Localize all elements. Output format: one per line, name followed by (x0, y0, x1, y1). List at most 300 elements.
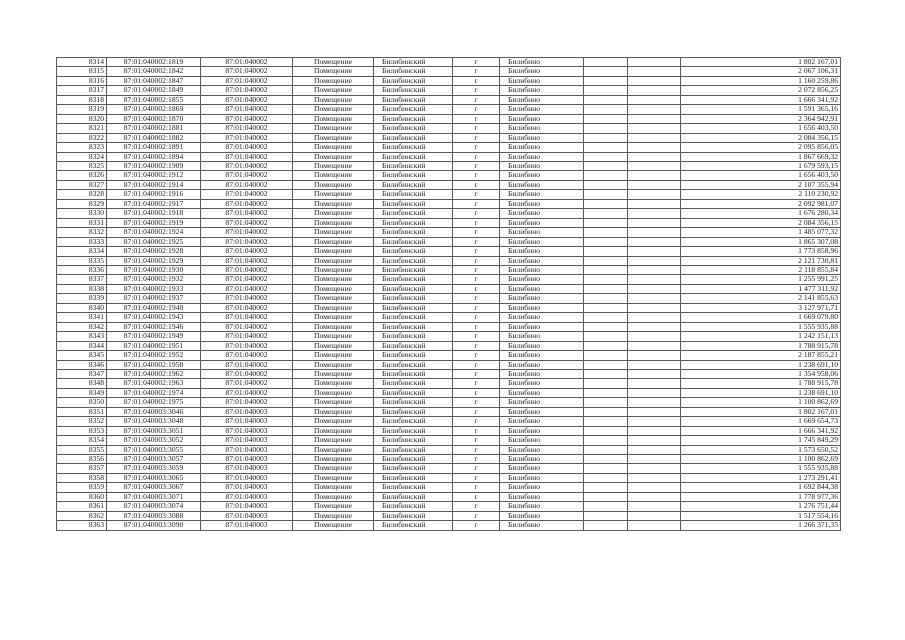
cadastral-block-cell: 87:01:040002 (201, 67, 293, 76)
cadastral-block-cell: 87:01:040003 (201, 492, 293, 501)
cadastral-block-cell: 87:01:040003 (201, 455, 293, 464)
row-number-cell: 8336 (57, 265, 107, 274)
table-row (57, 86, 841, 95)
empty-cell-b (628, 256, 681, 265)
empty-cell-b (628, 237, 681, 246)
cadastral-number-cell: 87:01:040002:1946 (107, 322, 201, 331)
row-number-cell: 8354 (57, 436, 107, 445)
cadastral-number-cell: 87:01:040002:1882 (107, 133, 201, 142)
empty-cell-b (628, 502, 681, 511)
locality-type-cell: г (453, 86, 500, 95)
locality-type-cell: г (453, 341, 500, 350)
district-cell: Билибинский (374, 58, 453, 67)
locality-name-cell: Билибино (500, 143, 584, 152)
table-row (57, 464, 841, 473)
empty-cell-b (628, 303, 681, 312)
cadastral-block-cell: 87:01:040002 (201, 228, 293, 237)
table-row (57, 124, 841, 133)
district-cell: Билибинский (374, 473, 453, 482)
locality-type-cell: г (453, 237, 500, 246)
cadastral-block-cell: 87:01:040002 (201, 398, 293, 407)
cadastral-block-cell: 87:01:040002 (201, 180, 293, 189)
object-type-cell: Помещение (293, 407, 374, 416)
cadastral-value-cell: 1 802 167,01 (681, 407, 841, 416)
table-row (57, 265, 841, 274)
cadastral-number-cell: 87:01:040003:3048 (107, 417, 201, 426)
empty-cell-b (628, 332, 681, 341)
table-row (57, 133, 841, 142)
district-cell: Билибинский (374, 455, 453, 464)
empty-cell-a (584, 190, 628, 199)
row-number-cell: 8323 (57, 143, 107, 152)
cadastral-block-cell: 87:01:040003 (201, 436, 293, 445)
empty-cell-b (628, 473, 681, 482)
cadastral-number-cell: 87:01:040002:1842 (107, 67, 201, 76)
cadastral-value-cell: 1 238 691,10 (681, 388, 841, 397)
cadastral-number-cell: 87:01:040003:3046 (107, 407, 201, 416)
district-cell: Билибинский (374, 76, 453, 85)
row-number-cell: 8341 (57, 313, 107, 322)
locality-type-cell: г (453, 303, 500, 312)
district-cell: Билибинский (374, 86, 453, 95)
cadastral-number-cell: 87:01:040002:1819 (107, 58, 201, 67)
locality-type-cell: г (453, 492, 500, 501)
object-type-cell: Помещение (293, 511, 374, 520)
empty-cell-a (584, 369, 628, 378)
table-row (57, 67, 841, 76)
cadastral-value-cell: 2 084 356,15 (681, 133, 841, 142)
cadastral-value-cell: 1 100 862,69 (681, 398, 841, 407)
cadastral-number-cell: 87:01:040003:3055 (107, 445, 201, 454)
cadastral-block-cell: 87:01:040002 (201, 284, 293, 293)
cadastral-block-cell: 87:01:040002 (201, 190, 293, 199)
cadastral-number-cell: 87:01:040002:1914 (107, 180, 201, 189)
row-number-cell: 8350 (57, 398, 107, 407)
table-row (57, 294, 841, 303)
cadastral-value-cell: 1 555 935,88 (681, 322, 841, 331)
object-type-cell: Помещение (293, 228, 374, 237)
cadastral-number-cell: 87:01:040002:1925 (107, 237, 201, 246)
table-row (57, 275, 841, 284)
cadastral-number-cell: 87:01:040003:3059 (107, 464, 201, 473)
cadastral-number-cell: 87:01:040002:1937 (107, 294, 201, 303)
locality-name-cell: Билибино (500, 303, 584, 312)
cadastral-number-cell: 87:01:040003:3052 (107, 436, 201, 445)
object-type-cell: Помещение (293, 133, 374, 142)
locality-name-cell: Билибино (500, 473, 584, 482)
object-type-cell: Помещение (293, 445, 374, 454)
district-cell: Билибинский (374, 265, 453, 274)
locality-type-cell: г (453, 426, 500, 435)
empty-cell-a (584, 502, 628, 511)
row-number-cell: 8314 (57, 58, 107, 67)
locality-type-cell: г (453, 218, 500, 227)
empty-cell-a (584, 341, 628, 350)
cadastral-number-cell: 87:01:040002:1917 (107, 199, 201, 208)
empty-cell-b (628, 379, 681, 388)
district-cell: Билибинский (374, 67, 453, 76)
table-row (57, 511, 841, 520)
district-cell: Билибинский (374, 218, 453, 227)
locality-name-cell: Билибино (500, 445, 584, 454)
empty-cell-a (584, 407, 628, 416)
object-type-cell: Помещение (293, 256, 374, 265)
locality-name-cell: Билибино (500, 114, 584, 123)
row-number-cell: 8357 (57, 464, 107, 473)
district-cell: Билибинский (374, 521, 453, 530)
table-row (57, 143, 841, 152)
object-type-cell: Помещение (293, 502, 374, 511)
locality-type-cell: г (453, 502, 500, 511)
locality-name-cell: Билибино (500, 464, 584, 473)
locality-name-cell: Билибино (500, 152, 584, 161)
cadastral-number-cell: 87:01:040002:1928 (107, 247, 201, 256)
table-row (57, 114, 841, 123)
empty-cell-b (628, 190, 681, 199)
table-row (57, 351, 841, 360)
cadastral-number-cell: 87:01:040002:1919 (107, 218, 201, 227)
empty-cell-b (628, 445, 681, 454)
locality-type-cell: г (453, 322, 500, 331)
cadastral-number-cell: 87:01:040002:1930 (107, 265, 201, 274)
district-cell: Билибинский (374, 464, 453, 473)
table-row (57, 436, 841, 445)
cadastral-number-cell: 87:01:040002:1870 (107, 114, 201, 123)
cadastral-block-cell: 87:01:040003 (201, 417, 293, 426)
locality-name-cell: Билибино (500, 275, 584, 284)
cadastral-block-cell: 87:01:040002 (201, 105, 293, 114)
object-type-cell: Помещение (293, 180, 374, 189)
empty-cell-a (584, 473, 628, 482)
object-type-cell: Помещение (293, 247, 374, 256)
cadastral-number-cell: 87:01:040003:3088 (107, 511, 201, 520)
locality-type-cell: г (453, 511, 500, 520)
object-type-cell: Помещение (293, 303, 374, 312)
object-type-cell: Помещение (293, 67, 374, 76)
cadastral-block-cell: 87:01:040002 (201, 322, 293, 331)
empty-cell-b (628, 341, 681, 350)
row-number-cell: 8318 (57, 95, 107, 104)
object-type-cell: Помещение (293, 152, 374, 161)
object-type-cell: Помещение (293, 379, 374, 388)
cadastral-value-cell: 1 656 403,50 (681, 171, 841, 180)
district-cell: Билибинский (374, 114, 453, 123)
cadastral-block-cell: 87:01:040002 (201, 114, 293, 123)
locality-name-cell: Билибино (500, 67, 584, 76)
empty-cell-a (584, 133, 628, 142)
object-type-cell: Помещение (293, 58, 374, 67)
cadastral-number-cell: 87:01:040002:1952 (107, 351, 201, 360)
empty-cell-a (584, 114, 628, 123)
row-number-cell: 8326 (57, 171, 107, 180)
cadastral-block-cell: 87:01:040002 (201, 199, 293, 208)
cadastral-number-cell: 87:01:040002:1929 (107, 256, 201, 265)
empty-cell-a (584, 152, 628, 161)
cadastral-block-cell: 87:01:040002 (201, 247, 293, 256)
empty-cell-a (584, 483, 628, 492)
table-row (57, 322, 841, 331)
object-type-cell: Помещение (293, 105, 374, 114)
row-number-cell: 8353 (57, 426, 107, 435)
locality-name-cell: Билибино (500, 407, 584, 416)
district-cell: Билибинский (374, 511, 453, 520)
empty-cell-b (628, 511, 681, 520)
locality-name-cell: Билибино (500, 237, 584, 246)
district-cell: Билибинский (374, 341, 453, 350)
locality-name-cell: Билибино (500, 209, 584, 218)
cadastral-number-cell: 87:01:040003:3065 (107, 473, 201, 482)
empty-cell-b (628, 369, 681, 378)
cadastral-value-cell: 1 573 650,52 (681, 445, 841, 454)
district-cell: Билибинский (374, 152, 453, 161)
cadastral-block-cell: 87:01:040003 (201, 502, 293, 511)
locality-name-cell: Билибино (500, 294, 584, 303)
locality-type-cell: г (453, 67, 500, 76)
empty-cell-a (584, 105, 628, 114)
empty-cell-a (584, 180, 628, 189)
cadastral-value-cell: 2 107 355,94 (681, 180, 841, 189)
table-row (57, 95, 841, 104)
table-row (57, 284, 841, 293)
district-cell: Билибинский (374, 95, 453, 104)
row-number-cell: 8342 (57, 322, 107, 331)
object-type-cell: Помещение (293, 492, 374, 501)
cadastral-block-cell: 87:01:040002 (201, 161, 293, 170)
district-cell: Билибинский (374, 483, 453, 492)
table-row (57, 237, 841, 246)
table-row (57, 360, 841, 369)
empty-cell-a (584, 464, 628, 473)
locality-name-cell: Билибино (500, 313, 584, 322)
locality-type-cell: г (453, 369, 500, 378)
district-cell: Билибинский (374, 332, 453, 341)
row-number-cell: 8356 (57, 455, 107, 464)
locality-name-cell: Билибино (500, 398, 584, 407)
cadastral-value-cell: 1 273 291,41 (681, 473, 841, 482)
empty-cell-b (628, 58, 681, 67)
cadastral-block-cell: 87:01:040002 (201, 256, 293, 265)
locality-type-cell: г (453, 464, 500, 473)
row-number-cell: 8325 (57, 161, 107, 170)
row-number-cell: 8359 (57, 483, 107, 492)
locality-type-cell: г (453, 360, 500, 369)
object-type-cell: Помещение (293, 265, 374, 274)
empty-cell-a (584, 417, 628, 426)
table-row (57, 76, 841, 85)
row-number-cell: 8321 (57, 124, 107, 133)
district-cell: Билибинский (374, 379, 453, 388)
row-number-cell: 8327 (57, 180, 107, 189)
table-row (57, 379, 841, 388)
locality-type-cell: г (453, 143, 500, 152)
empty-cell-a (584, 492, 628, 501)
cadastral-block-cell: 87:01:040002 (201, 124, 293, 133)
cadastral-block-cell: 87:01:040002 (201, 332, 293, 341)
cadastral-number-cell: 87:01:040002:1958 (107, 360, 201, 369)
cadastral-value-cell: 1 242 151,13 (681, 332, 841, 341)
table-row (57, 426, 841, 435)
locality-name-cell: Билибино (500, 417, 584, 426)
locality-name-cell: Билибино (500, 133, 584, 142)
row-number-cell: 8319 (57, 105, 107, 114)
empty-cell-a (584, 379, 628, 388)
table-row (57, 190, 841, 199)
cadastral-block-cell: 87:01:040002 (201, 133, 293, 142)
empty-cell-a (584, 351, 628, 360)
object-type-cell: Помещение (293, 143, 374, 152)
locality-name-cell: Билибино (500, 360, 584, 369)
cadastral-value-cell: 2 092 981,07 (681, 199, 841, 208)
cadastral-block-cell: 87:01:040002 (201, 209, 293, 218)
cadastral-value-cell: 1 354 958,06 (681, 369, 841, 378)
locality-name-cell: Билибино (500, 190, 584, 199)
cadastral-block-cell: 87:01:040003 (201, 473, 293, 482)
district-cell: Билибинский (374, 247, 453, 256)
object-type-cell: Помещение (293, 218, 374, 227)
table-row (57, 209, 841, 218)
cadastral-number-cell: 87:01:040002:1933 (107, 284, 201, 293)
empty-cell-b (628, 124, 681, 133)
object-type-cell: Помещение (293, 114, 374, 123)
empty-cell-b (628, 351, 681, 360)
empty-cell-a (584, 171, 628, 180)
row-number-cell: 8348 (57, 379, 107, 388)
empty-cell-a (584, 256, 628, 265)
row-number-cell: 8324 (57, 152, 107, 161)
cadastral-value-cell: 2 121 730,81 (681, 256, 841, 265)
cadastral-number-cell: 87:01:040002:1974 (107, 388, 201, 397)
cadastral-number-cell: 87:01:040003:3090 (107, 521, 201, 530)
object-type-cell: Помещение (293, 190, 374, 199)
object-type-cell: Помещение (293, 322, 374, 331)
row-number-cell: 8343 (57, 332, 107, 341)
cadastral-block-cell: 87:01:040002 (201, 369, 293, 378)
locality-name-cell: Билибино (500, 76, 584, 85)
district-cell: Билибинский (374, 445, 453, 454)
cadastral-number-cell: 87:01:040002:1932 (107, 275, 201, 284)
object-type-cell: Помещение (293, 294, 374, 303)
empty-cell-b (628, 313, 681, 322)
row-number-cell: 8362 (57, 511, 107, 520)
locality-type-cell: г (453, 76, 500, 85)
cadastral-block-cell: 87:01:040002 (201, 313, 293, 322)
cadastral-value-cell: 1 160 259,86 (681, 76, 841, 85)
locality-name-cell: Билибино (500, 284, 584, 293)
district-cell: Билибинский (374, 209, 453, 218)
locality-type-cell: г (453, 133, 500, 142)
locality-name-cell: Билибино (500, 199, 584, 208)
table-row (57, 407, 841, 416)
cadastral-block-cell: 87:01:040002 (201, 95, 293, 104)
district-cell: Билибинский (374, 256, 453, 265)
empty-cell-b (628, 492, 681, 501)
cadastral-block-cell: 87:01:040002 (201, 351, 293, 360)
district-cell: Билибинский (374, 228, 453, 237)
cadastral-value-cell: 1 802 167,01 (681, 58, 841, 67)
locality-type-cell: г (453, 247, 500, 256)
empty-cell-b (628, 67, 681, 76)
empty-cell-b (628, 76, 681, 85)
cadastral-value-cell: 1 517 554,16 (681, 511, 841, 520)
locality-name-cell: Билибино (500, 161, 584, 170)
locality-type-cell: г (453, 436, 500, 445)
object-type-cell: Помещение (293, 436, 374, 445)
cadastral-block-cell: 87:01:040002 (201, 143, 293, 152)
district-cell: Билибинский (374, 124, 453, 133)
empty-cell-a (584, 360, 628, 369)
cadastral-value-cell: 1 778 977,36 (681, 492, 841, 501)
cadastral-value-cell: 2 084 356,15 (681, 218, 841, 227)
cadastral-number-cell: 87:01:040002:1891 (107, 143, 201, 152)
empty-cell-b (628, 398, 681, 407)
empty-cell-a (584, 199, 628, 208)
row-number-cell: 8335 (57, 256, 107, 265)
cadastral-number-cell: 87:01:040003:3057 (107, 455, 201, 464)
empty-cell-a (584, 237, 628, 246)
empty-cell-a (584, 218, 628, 227)
locality-type-cell: г (453, 445, 500, 454)
cadastral-value-cell: 1 255 991,25 (681, 275, 841, 284)
locality-name-cell: Билибино (500, 379, 584, 388)
district-cell: Билибинский (374, 502, 453, 511)
empty-cell-b (628, 455, 681, 464)
district-cell: Билибинский (374, 237, 453, 246)
row-number-cell: 8320 (57, 114, 107, 123)
locality-type-cell: г (453, 275, 500, 284)
row-number-cell: 8360 (57, 492, 107, 501)
table-row (57, 171, 841, 180)
empty-cell-a (584, 294, 628, 303)
cadastral-block-cell: 87:01:040002 (201, 360, 293, 369)
cadastral-number-cell: 87:01:040002:1951 (107, 341, 201, 350)
object-type-cell: Помещение (293, 464, 374, 473)
district-cell: Билибинский (374, 275, 453, 284)
table-row (57, 247, 841, 256)
cadastral-block-cell: 87:01:040002 (201, 265, 293, 274)
object-type-cell: Помещение (293, 313, 374, 322)
district-cell: Билибинский (374, 284, 453, 293)
object-type-cell: Помещение (293, 426, 374, 435)
locality-name-cell: Билибино (500, 95, 584, 104)
cadastral-block-cell: 87:01:040002 (201, 86, 293, 95)
cadastral-number-cell: 87:01:040002:1940 (107, 303, 201, 312)
locality-name-cell: Билибино (500, 369, 584, 378)
locality-type-cell: г (453, 284, 500, 293)
row-number-cell: 8346 (57, 360, 107, 369)
cadastral-value-cell: 1 555 935,88 (681, 464, 841, 473)
cadastral-block-cell: 87:01:040002 (201, 341, 293, 350)
locality-name-cell: Билибино (500, 483, 584, 492)
locality-name-cell: Билибино (500, 332, 584, 341)
table-row (57, 228, 841, 237)
empty-cell-b (628, 275, 681, 284)
empty-cell-b (628, 265, 681, 274)
empty-cell-a (584, 313, 628, 322)
cadastral-value-cell: 1 100 862,69 (681, 455, 841, 464)
empty-cell-a (584, 511, 628, 520)
empty-cell-a (584, 58, 628, 67)
table-row (57, 455, 841, 464)
cadastral-value-cell: 1 238 691,10 (681, 360, 841, 369)
table-row (57, 388, 841, 397)
cadastral-value-cell: 1 692 844,38 (681, 483, 841, 492)
locality-type-cell: г (453, 473, 500, 482)
row-number-cell: 8363 (57, 521, 107, 530)
row-number-cell: 8333 (57, 237, 107, 246)
empty-cell-a (584, 95, 628, 104)
cadastral-number-cell: 87:01:040002:1962 (107, 369, 201, 378)
empty-cell-a (584, 265, 628, 274)
